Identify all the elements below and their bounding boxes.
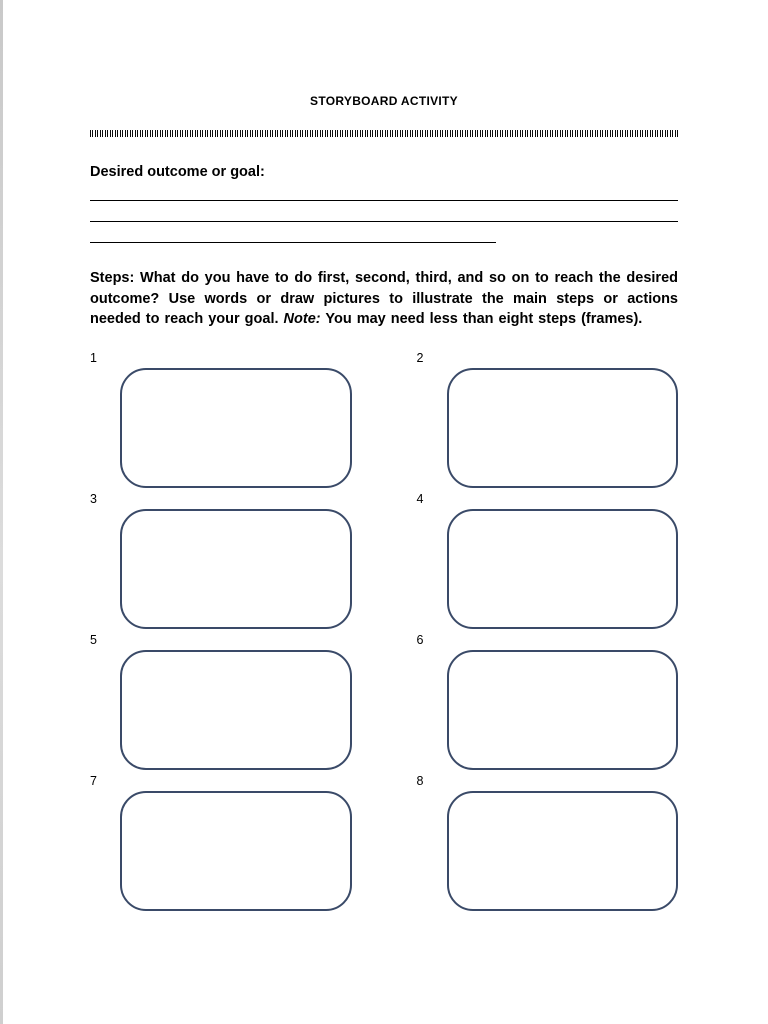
- frame-box-6: [447, 650, 679, 770]
- steps-instructions-text: Steps: What do you have to do first, second, third, and so on to reach the desired outcome? Use words or draw pictures to illustrate the main steps or actions needed to reach your goal.: [90, 270, 678, 327]
- goal-write-line-1: [90, 180, 678, 201]
- frame-number-1: 1: [90, 350, 97, 365]
- page-edge: [0, 0, 3, 1024]
- frame-cell-5: [90, 633, 352, 770]
- frame-number-2: 2: [416, 350, 424, 365]
- frame-cell-3: [90, 492, 352, 629]
- frame-number-5: 5: [90, 632, 97, 647]
- frame-box-1: [120, 368, 352, 488]
- frame-cell-2: [417, 351, 679, 488]
- frame-cell-8: [417, 774, 679, 911]
- frame-number-8: 8: [416, 773, 424, 788]
- frame-box-4: [447, 509, 679, 629]
- hatched-divider: [90, 130, 678, 137]
- frame-box-7: [120, 791, 352, 911]
- frame-box-2: [447, 368, 679, 488]
- note-label: Note:: [283, 311, 321, 327]
- goal-label: Desired outcome or goal:: [90, 164, 265, 180]
- goal-write-line-2: [90, 201, 678, 222]
- frame-number-6: 6: [416, 632, 424, 647]
- frame-number-7: 7: [90, 773, 97, 788]
- frame-cell-4: [417, 492, 679, 629]
- frame-number-4: 4: [416, 491, 424, 506]
- page-title: STORYBOARD ACTIVITY: [310, 94, 458, 108]
- frame-box-3: [120, 509, 352, 629]
- steps-instructions-note-text: You may need less than eight steps (frames).: [320, 311, 643, 327]
- frame-cell-6: [417, 633, 679, 770]
- storyboard-frames-grid: [90, 351, 678, 911]
- frame-number-3: 3: [90, 491, 97, 506]
- frame-cell-1: [90, 351, 352, 488]
- frame-box-8: [447, 791, 679, 911]
- steps-instructions: [90, 268, 678, 330]
- frame-cell-7: [90, 774, 352, 911]
- goal-write-line-3: [90, 222, 496, 243]
- frame-box-5: [120, 650, 352, 770]
